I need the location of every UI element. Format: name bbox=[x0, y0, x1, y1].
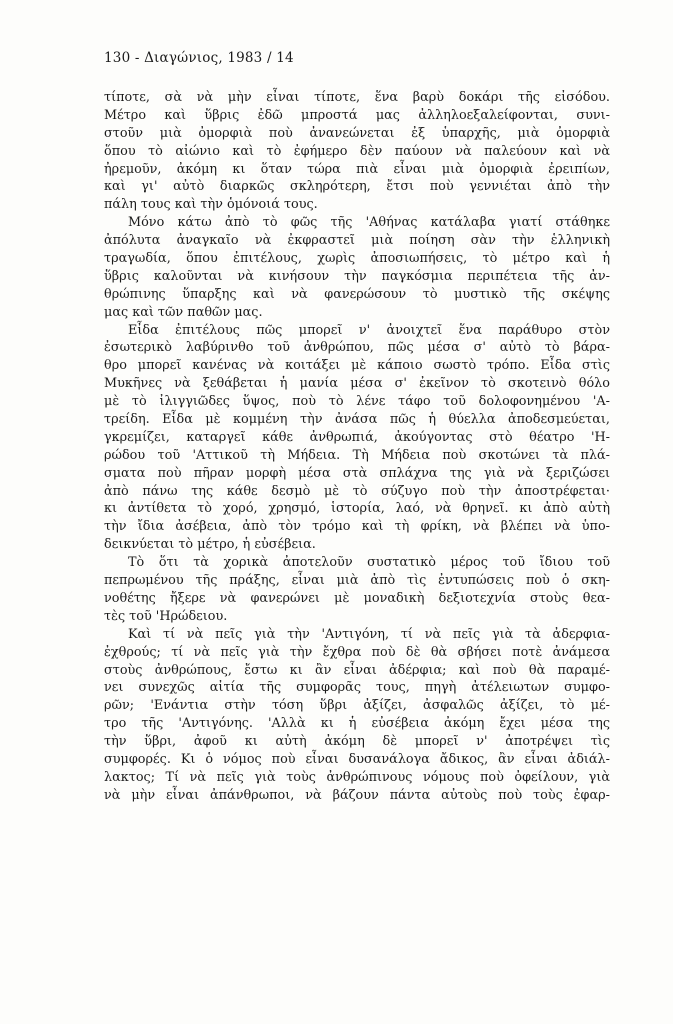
text-line: θρο μπορεῖ κανένας νὰ κοιτάξει μὲ κάποιο σωστὸ τρόπο. Εἶδα στὶς bbox=[104, 358, 610, 374]
text-line: γκρεμίζει, καταργεῖ κάθε ἀνθρωπιά, ἀκούγοντας στὸ θέατρο 'Η- bbox=[104, 429, 610, 445]
paragraph bbox=[104, 89, 610, 214]
text-line: Μόνο κάτω ἀπὸ τὸ φῶς τῆς 'Αθήνας κατάλαβα γιατί στάθηκε bbox=[128, 215, 610, 231]
text-line: τὲς τοῦ 'Ηρώδειου. bbox=[104, 608, 228, 624]
text-line: τρο τῆς 'Αντιγόνης. 'Αλλὰ κι ἡ εὐσέβεια ἀκόμη ἔχει μέσα της bbox=[104, 716, 610, 732]
paragraph bbox=[104, 554, 610, 626]
text-line: κι ἀντίθετα τὸ χορό, χρησμό, ἱστορία, λαό, νὰ θρηνεῖ. κι ἀπὸ αὐτὴ bbox=[104, 501, 610, 517]
text-line: μὲ τὸ ἰλιγγιῶδες ὕψος, ποὺ τὸ λένε τάφο τοῦ δολοφονημένου 'Α- bbox=[104, 394, 610, 410]
text-line: ρῶν; 'Ενάντια στὴν τόση ὕβρι ἀξίζει, ἀσφαλῶς ἀξίζει, τὸ μέ- bbox=[104, 698, 610, 714]
paragraph bbox=[104, 322, 610, 555]
text-line: δεικνύεται τὸ μέτρο, ἡ εὐσέβεια. bbox=[104, 537, 316, 553]
text-line: ἐσωτερικὸ λαβύρινθο τοῦ ἀνθρώπου, πῶς μέσα σ' αὐτὸ τὸ βάρα- bbox=[104, 340, 610, 356]
text-line: Καὶ τί νὰ πεῖς γιὰ τὴν 'Αντιγόνη, τί νὰ πεῖς γιὰ τὰ ἀδερφια- bbox=[128, 626, 610, 642]
text-line: τρείδη. Εἶδα μὲ κομμένη τὴν ἀνάσα πῶς ἡ θύελλα ἀποδεσμεύεται, bbox=[104, 412, 610, 428]
text-line: πεπρωμένου τῆς πράξης, εἶναι μιὰ ἀπὸ τὶς ἐντυπώσεις ποὺ ὁ σκη- bbox=[104, 573, 610, 589]
text-line: ὅπου τὸ αἰώνιο καὶ τὸ ἐφήμερο δὲν παύουν νὰ παλεύουν καὶ νὰ bbox=[104, 143, 610, 159]
text-line: στοὺς ἀνθρώπους, ἔστω κι ἂν εἶναι ἀδέρφια; καὶ ποὺ θὰ παραμέ- bbox=[104, 662, 610, 678]
text-line: νοθέτης ἤξερε νὰ φανερώνει μὲ μοναδικὴ δεξιοτεχνία στοὺς θεα- bbox=[104, 590, 610, 606]
text-line: ἀπόλυτα ἀναγκαῖο νὰ ἐκφραστεῖ μιὰ ποίηση σὰν τὴν ἑλληνικὴ bbox=[104, 233, 610, 249]
text-line: τὴν ὕβρι, ἀφοῦ κι αὐτὴ ἀκόμη δὲ μπορεῖ ν' ἀποτρέψει τὶς bbox=[104, 734, 610, 750]
text-line: νὰ μὴν εἶναι ἀπάνθρωποι, νὰ βάζουν πάντα αὐτοὺς ποὺ τοὺς ἐφαρ- bbox=[104, 787, 610, 803]
body-text bbox=[104, 89, 610, 805]
text-line: ὕβρις καλοῦνται νὰ κινήσουν τὴν παγκόσμια περιπέτεια τῆς ἀν- bbox=[104, 268, 610, 284]
text-line: ἠρεμοῦν, ἀκόμη κι ὅταν τώρα πιὰ εἶναι μιὰ ὀμορφιὰ ἐρειπίων, bbox=[104, 161, 610, 177]
text-line: λακτος; Τί νὰ πεῖς γιὰ τοὺς ἀνθρώπινους νόμους ποὺ ὀφείλουν, γιὰ bbox=[104, 769, 610, 785]
paragraph bbox=[104, 214, 610, 321]
text-line: Μέτρο καὶ ὕβρις ἐδῶ μπροστά μας ἀλληλοεξαλείφονται, συνι- bbox=[104, 107, 610, 123]
text-line: ρώδου τοῦ 'Αττικοῦ τὴ Μήδεια. Τὴ Μήδεια ποὺ σκοτώνει τὰ πλά- bbox=[104, 447, 610, 463]
paragraph bbox=[104, 626, 610, 805]
running-head: 130 - Διαγώνιος, 1983 / 14 bbox=[104, 50, 294, 66]
text-line: Τὸ ὅτι τὰ χορικὰ ἀποτελοῦν συστατικὸ μέρος τοῦ ἴδιου τοῦ bbox=[128, 555, 610, 571]
text-line: τὴν ἴδια ἀσέβεια, ἀπὸ τὸν τρόμο καὶ τὴ φρίκη, νὰ βλέπει νὰ ὑπο- bbox=[104, 519, 610, 535]
text-line: Εἶδα ἐπιτέλους πῶς μπορεῖ ν' ἀνοιχτεῖ ἕνα παράθυρο στὸν bbox=[128, 322, 610, 338]
text-line: νει συνεχῶς αἰτία τῆς συμφορᾶς τους, πηγὴ ἀτέλειωτων συμφο- bbox=[104, 680, 610, 696]
text-line: ἀπὸ πάνω της κάθε δεσμὸ μὲ τὸ σύζυγο ποὺ τὴν ἀποστρέφεται· bbox=[104, 483, 610, 499]
text-line: στοῦν μιὰ ὀμορφιὰ ποὺ ἀνανεώνεται ἐξ ὑπαρχῆς, μιὰ ὀμορφιὰ bbox=[104, 125, 610, 141]
text-line: πάλη τους καὶ τὴν ὁμόνοιά τους. bbox=[104, 197, 318, 213]
text-line: ἐχθρούς; τί νὰ πεῖς γιὰ τὴν ἔχθρα ποὺ δὲ θὰ σβήσει ποτὲ ἀνάμεσα bbox=[104, 644, 610, 660]
text-line: τίποτε, σὰ νὰ μὴν εἶναι τίποτε, ἕνα βαρὺ δοκάρι τῆς εἰσόδου. bbox=[104, 90, 610, 105]
text-line: συμφορές. Κι ὁ νόμος ποὺ εἶναι δυσανάλογα ἄδικος, ἂν εἶναι ἀδιάλ- bbox=[104, 751, 610, 767]
text-line: Μυκῆνες νὰ ξεθάβεται ἡ μανία μέσα σ' ἐκεῖνον τὸ σκοτεινὸ θόλο bbox=[104, 376, 610, 392]
text-line: καὶ γι' αὐτὸ διαρκῶς σκληρότερη, ἔτσι ποὺ γεννιέται ἀπὸ τὴν bbox=[104, 179, 610, 195]
text-line: τραγωδία, ὅπου ἐπιτέλους, χωρὶς ἀποσιωπήσεις, τὸ μέτρο καὶ ἡ bbox=[104, 251, 610, 267]
text-line: θρώπινης ὕπαρξης καὶ νὰ φανερώσουν τὸ μυστικὸ τῆς σκέψης bbox=[104, 286, 610, 302]
text-line: μας καὶ τῶν παθῶν μας. bbox=[104, 304, 263, 320]
text-line: σματα ποὺ πῆραν μορφὴ μέσα στὰ σπλάχνα της γιὰ νὰ ξεριζώσει bbox=[104, 465, 610, 481]
